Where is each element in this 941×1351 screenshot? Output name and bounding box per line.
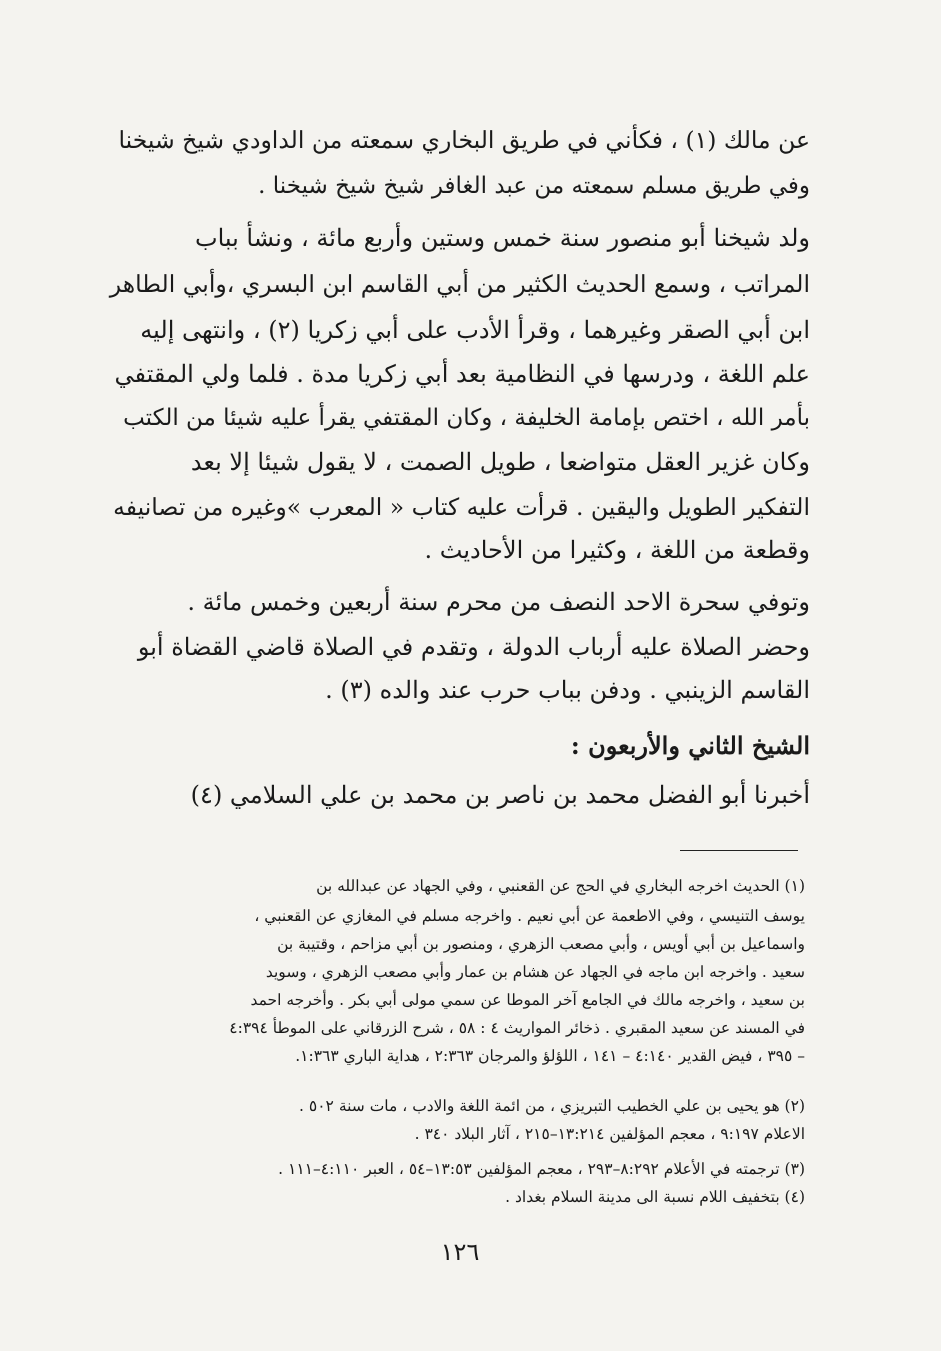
body-line: ابن أبي الصقر وغيرهما ، وقرأ الأدب على أبي زكريا (٢) ، وانتهى إليه <box>140 316 810 344</box>
footnote-line: سعيد . واخرجه ابن ماجه في الجهاد عن هشام بن عمار وأبي مصعب الزهري ، وسويد <box>265 963 805 981</box>
footnote-line: في المسند عن سعيد المقبري . ذخائر المواريث ٤ : ٥٨ ، شرح الزرقاني على الموطأ ٤:٣٩٤ <box>229 1019 805 1037</box>
body-line: وحضر الصلاة عليه أرباب الدولة ، وتقدم في الصلاة قاضي القضاة أبو <box>137 633 810 661</box>
body-line: ولد شيخنا أبو منصور سنة خمس وستين وأربع مائة ، ونشأ بباب <box>194 224 810 252</box>
body-line: وقطعة من اللغة ، وكثيرا من الأحاديث . <box>424 536 810 564</box>
body-line: التفكير الطويل واليقين . قرأت عليه كتاب « المعرب »وغيره من تصانيفه <box>113 493 810 521</box>
footnote-line: بن سعيد ، واخرجه مالك في الجامع آخر الموطا عن سمي مولى أبي بكر . وأخرجه احمد <box>250 991 805 1009</box>
footnote-line: (٤) بتخفيف اللام نسبة الى مدينة السلام بغداد . <box>505 1188 805 1206</box>
footnote-line: (١) الحديث اخرجه البخاري في الحج عن القعنبي ، وفي الجهاد عن عبدالله بن <box>316 877 805 895</box>
body-line: القاسم الزينبي . ودفن بباب حرب عند والده (٣) . <box>325 676 810 704</box>
body-line: بأمر الله ، اختص بإمامة الخليفة ، وكان المقتفي يقرأ عليه شيئا من الكتب <box>123 405 810 431</box>
body-line: وفي طريق مسلم سمعته من عبد الغافر شيخ شيخ شيخنا . <box>258 173 810 199</box>
body-line: المراتب ، وسمع الحديث الكثير من أبي القاسم ابن البسري ،وأبي الطاهر <box>109 270 810 298</box>
section-heading: الشيخ الثاني والأربعون : <box>570 731 810 760</box>
footnotes <box>100 0 805 1220</box>
footnote-line: – ٣٩٥ ، فيض القدير ٤:١٤٠ – ١٤١ ، اللؤلؤ والمرجان ٢:٣٦٣ ، هداية الباري ١:٣٦٣. <box>295 1047 805 1065</box>
page-number: ١٢٦ <box>440 1238 480 1266</box>
footnote-line: الاعلام ٩:١٩٧ ، معجم المؤلفين ١٣:٢١٤–٢١٥ ، آثار البلاد ٣٤٠ . <box>414 1125 805 1143</box>
footnote-line: (٢) هو يحيى بن علي الخطيب التبريزي ، من ائمة اللغة والادب ، مات سنة ٥٠٢ . <box>299 1097 805 1115</box>
footnote-line: يوسف التنيسي ، وفي الاطعمة عن أبي نعيم . واخرجه مسلم في المغازي عن القعنبي ، <box>254 907 805 925</box>
body-line: وكان غزير العقل متواضعا ، طويل الصمت ، لا يقول شيئا إلا بعد <box>190 448 810 476</box>
body-line: أخبرنا أبو الفضل محمد بن ناصر بن محمد بن علي السلامي (٤) <box>190 781 810 809</box>
footnote-line: (٣) ترجمته في الأعلام ٨:٢٩٢–٢٩٣ ، معجم المؤلفين ١٣:٥٣–٥٤ ، العبر ٤:١١٠–١١١ . <box>278 1160 805 1178</box>
body-line: علم اللغة ، ودرسها في النظامية بعد أبي زكريا مدة . فلما ولي المقتفي <box>114 360 810 388</box>
body-line: وتوفي سحرة الاحد النصف من محرم سنة أربعين وخمس مائة . <box>187 588 810 616</box>
footnote-line: واسماعيل بن أبي أويس ، وأبي مصعب الزهري ، ومنصور بن أبي مزاحم ، وقتيبة بن <box>277 935 805 953</box>
body-line: عن مالك (١) ، فكأني في طريق البخاري سمعته من الداودي شيخ شيخنا <box>118 126 810 154</box>
